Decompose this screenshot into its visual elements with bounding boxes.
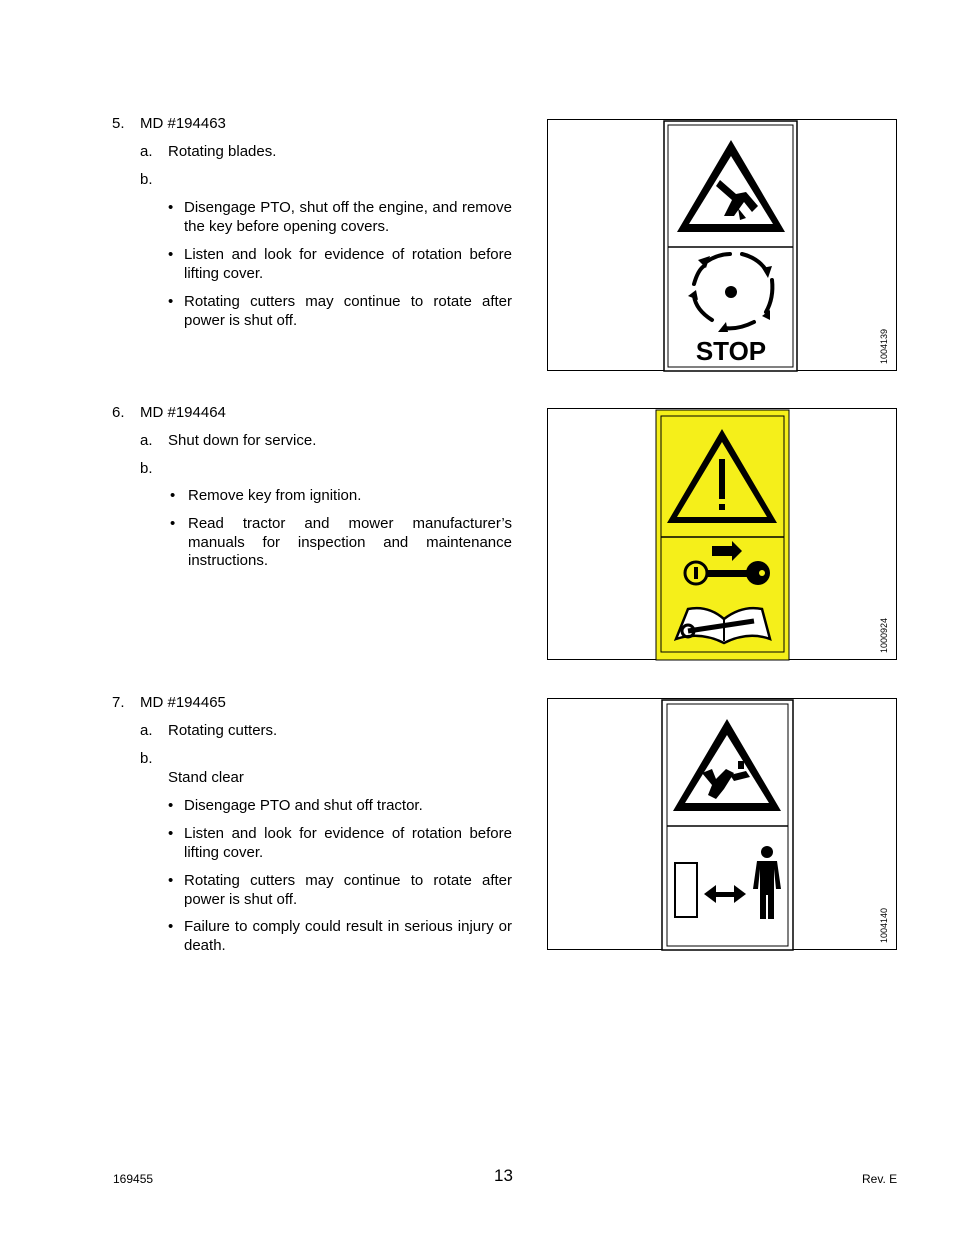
hazard-description: Rotating blades. [168,143,277,160]
avoidance-bullet: Read tractor and mower manufacturer’s manuals for inspection and maintenance instructions. [188,515,512,569]
sub-label-b: b. [140,460,153,477]
bullet-icon: • [168,918,174,935]
sub-label-a: a. [140,432,153,449]
avoidance-bullet: Rotating cutters may continue to rotate after power is shut off. [184,872,512,908]
bullet-icon: • [170,487,176,504]
figure-id: 1004139 [879,328,889,364]
bullet-icon: • [168,872,174,889]
document-number: 169455 [113,1172,154,1186]
hazard-description: Shut down for service. [168,432,317,449]
bullet-icon: • [168,825,174,842]
decal-part-number: MD #194465 [140,694,226,711]
stop-text: STOP [695,336,767,366]
sub-label-b: b. [140,750,153,767]
figure-id: 1000924 [879,617,889,653]
decal-part-number: MD #194464 [140,404,226,421]
stand-clear-decal [548,699,898,951]
avoidance-bullet: Listen and look for evidence of rotation before lifting cover. [184,246,512,282]
revision-label: Rev. E [862,1172,898,1186]
bullet-icon: • [168,246,174,263]
decal-part-number: MD #194463 [140,115,226,132]
safety-decal-figure [547,408,897,660]
bullet-icon: • [168,293,174,310]
avoidance-bullet: Listen and look for evidence of rotation before lifting cover. [184,825,512,861]
avoidance-bullet: Remove key from ignition. [188,487,362,504]
step-number: 7. [112,694,125,711]
safety-decal-figure [547,698,897,950]
hazard-description: Rotating cutters. [168,722,278,739]
avoidance-bullet: Rotating cutters may continue to rotate after power is shut off. [184,293,512,329]
bullet-icon: • [168,797,174,814]
sub-label-b: b. [140,171,153,188]
bullet-icon: • [170,515,176,532]
safety-decal-figure [547,119,897,371]
page-number: 13 [494,1166,513,1185]
bullet-icon: • [168,199,174,216]
sub-label-a: a. [140,722,153,739]
avoidance-heading: Stand clear [168,769,244,786]
rotating-blades-decal [548,120,898,372]
figure-id: 1004140 [879,907,889,943]
avoidance-bullet: Disengage PTO and shut off tractor. [184,797,423,814]
step-number: 6. [112,404,125,421]
sub-label-a: a. [140,143,153,160]
avoidance-bullet: Disengage PTO, shut off the engine, and remove the key before opening covers. [184,199,512,235]
step-number: 5. [112,115,125,132]
avoidance-bullet: Failure to comply could result in serious injury or death. [184,918,512,954]
shutdown-service-decal [548,409,898,661]
